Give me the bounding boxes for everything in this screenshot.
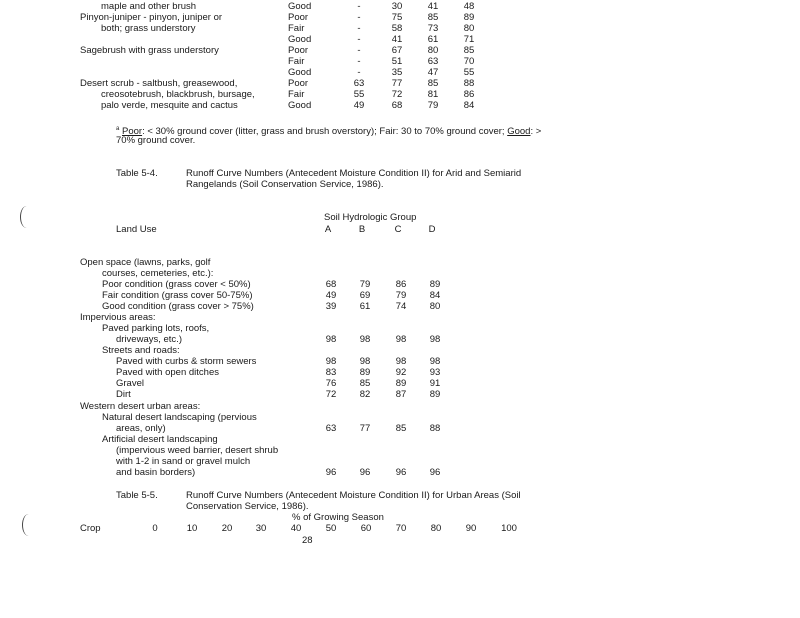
row-label: Dirt	[116, 389, 131, 400]
artificial-desert-line-3: and basin borders)	[116, 467, 196, 478]
value-c: 87	[395, 389, 407, 400]
paved-label-1: Paved parking lots, roofs,	[102, 323, 210, 334]
row-label: Fair condition (grass cover 50-75%)	[102, 290, 253, 301]
value-b: 30	[391, 1, 403, 12]
table-5-5-title-1: Runoff Curve Numbers (Antecedent Moisture Condition II) for Urban Areas (Soil	[186, 490, 521, 501]
binder-hole-mark-bottom	[22, 514, 35, 536]
value-c: 73	[427, 23, 439, 34]
value-c: 98	[395, 356, 407, 367]
value-b: 69	[359, 290, 371, 301]
row-label: Poor condition (grass cover < 50%)	[102, 279, 251, 290]
footnote-poor: Poor	[121, 126, 143, 138]
value-a: -	[357, 67, 361, 78]
value-a: 96	[325, 467, 337, 478]
season-tick: 60	[360, 523, 372, 534]
artificial-desert-line-2: with 1-2 in sand or gravel mulch	[116, 456, 251, 467]
season-tick: 50	[325, 523, 337, 534]
value-b: 51	[391, 56, 403, 67]
value-b: 72	[391, 89, 403, 100]
value-b: 98	[359, 334, 371, 345]
footnote-marker: a	[116, 126, 120, 132]
value-d: 89	[463, 12, 475, 23]
binder-hole-mark-top	[20, 206, 33, 228]
value-c: 89	[395, 378, 407, 389]
value-c: 98	[395, 334, 407, 345]
season-tick: 100	[501, 523, 517, 534]
value-d: 84	[463, 100, 475, 111]
value-d: 80	[463, 23, 475, 34]
value-a: 63	[353, 78, 365, 89]
value-d: 88	[463, 78, 475, 89]
value-a: 55	[353, 89, 365, 100]
open-space-label-2: courses, cemeteries, etc.):	[102, 268, 214, 279]
land-cover: Desert scrub - saltbush, greasewood,	[80, 78, 238, 89]
value-c: 85	[427, 78, 439, 89]
value-d: 88	[429, 423, 441, 434]
land-cover: maple and other brush	[101, 1, 197, 12]
value-d: 89	[429, 279, 441, 290]
page-number: 28	[302, 535, 313, 546]
table-5-4-title-2: Rangelands (Soil Conservation Service, 1986).	[186, 179, 384, 190]
condition: Fair	[288, 56, 305, 67]
value-c: 80	[427, 45, 439, 56]
value-b: 79	[359, 279, 371, 290]
value-d: 84	[429, 290, 441, 301]
value-c: 81	[427, 89, 439, 100]
value-a: -	[357, 23, 361, 34]
season-tick: 20	[221, 523, 233, 534]
value-d: 70	[463, 56, 475, 67]
value-d: 86	[463, 89, 475, 100]
value-b: 96	[359, 467, 371, 478]
value-c: 41	[427, 1, 439, 12]
artificial-desert-label: Artificial desert landscaping	[102, 434, 218, 445]
footnote-good: Good	[507, 126, 531, 138]
value-c: 63	[427, 56, 439, 67]
land-cover: creosotebrush, blackbrush, bursage,	[101, 89, 255, 100]
row-label: Good condition (grass cover > 75%)	[102, 301, 254, 312]
value-b: 82	[359, 389, 371, 400]
row-label: Paved with open ditches	[116, 367, 219, 378]
soil-group-header: Soil Hydrologic Group	[324, 212, 417, 223]
value-a: 49	[353, 100, 365, 111]
value-d: 93	[429, 367, 441, 378]
crop-label: Crop	[80, 523, 101, 534]
value-c: 79	[395, 290, 407, 301]
condition: Fair	[288, 23, 305, 34]
row-label: Paved with curbs & storm sewers	[116, 356, 257, 367]
value-b: 77	[391, 78, 403, 89]
value-a: 83	[325, 367, 337, 378]
open-space-label: Open space (lawns, parks, golf	[80, 257, 211, 268]
value-b: 98	[359, 356, 371, 367]
condition: Good	[288, 100, 312, 111]
season-tick: 70	[395, 523, 407, 534]
season-tick: 10	[186, 523, 198, 534]
value-d: 55	[463, 67, 475, 78]
value-b: 41	[391, 34, 403, 45]
value-b: 68	[391, 100, 403, 111]
value-a: 68	[325, 279, 337, 290]
land-cover: palo verde, mesquite and cactus	[101, 100, 238, 111]
value-c: 86	[395, 279, 407, 290]
western-desert-label: Western desert urban areas:	[80, 401, 201, 412]
value-d: 98	[429, 356, 441, 367]
value-c: 47	[427, 67, 439, 78]
value-a: -	[357, 1, 361, 12]
value-d: 71	[463, 34, 475, 45]
impervious-label: Impervious areas:	[80, 312, 156, 323]
condition: Poor	[288, 45, 309, 56]
condition: Poor	[288, 12, 309, 23]
value-b: 75	[391, 12, 403, 23]
value-a: 39	[325, 301, 337, 312]
land-cover: Sagebrush with grass understory	[80, 45, 219, 56]
streets-label: Streets and roads:	[102, 345, 180, 356]
value-a: 76	[325, 378, 337, 389]
paved-label-2: driveways, etc.)	[116, 334, 182, 345]
table-5-4-title-1: Runoff Curve Numbers (Antecedent Moisture Condition II) for Arid and Semiarid	[186, 168, 522, 179]
value-b: 67	[391, 45, 403, 56]
growing-season-header: % of Growing Season	[292, 512, 384, 523]
value-d: 96	[429, 467, 441, 478]
footnote-text-2: : >	[530, 126, 542, 138]
condition: Poor	[288, 78, 309, 89]
value-a: 72	[325, 389, 337, 400]
value-c: 61	[427, 34, 439, 45]
condition: Good	[288, 1, 312, 12]
value-d: 89	[429, 389, 441, 400]
row-label: Gravel	[116, 378, 144, 389]
season-tick: 80	[430, 523, 442, 534]
value-d: 80	[429, 301, 441, 312]
col-header-a: A	[324, 224, 332, 235]
season-tick: 30	[255, 523, 267, 534]
col-header-b: B	[358, 224, 366, 235]
natural-desert-label: Natural desert landscaping (pervious	[102, 412, 257, 423]
value-c: 85	[427, 12, 439, 23]
season-tick: 0	[152, 523, 158, 534]
value-b: 85	[359, 378, 371, 389]
table-5-4-label: Table 5-4.	[116, 168, 158, 179]
value-a: 98	[325, 334, 337, 345]
value-a: -	[357, 45, 361, 56]
value-d: 91	[429, 378, 441, 389]
value-b: 58	[391, 23, 403, 34]
value-a: -	[357, 56, 361, 67]
land-use-header: Land Use	[116, 224, 157, 235]
value-c: 96	[395, 467, 407, 478]
value-b: 89	[359, 367, 371, 378]
value-c: 79	[427, 100, 439, 111]
value-d: 48	[463, 1, 475, 12]
land-cover: Pinyon-juniper - pinyon, juniper or	[80, 12, 223, 23]
condition: Good	[288, 67, 312, 78]
col-header-c: C	[394, 224, 402, 235]
value-b: 77	[359, 423, 371, 434]
season-tick: 40	[290, 523, 302, 534]
col-header-d: D	[428, 224, 436, 235]
value-b: 35	[391, 67, 403, 78]
footnote-line-2: 70% ground cover.	[116, 135, 196, 146]
condition: Good	[288, 34, 312, 45]
value-c: 74	[395, 301, 407, 312]
value-c: 85	[395, 423, 407, 434]
value-d: 98	[429, 334, 441, 345]
condition: Fair	[288, 89, 305, 100]
footnote-text-1: : < 30% ground cover (litter, grass and brush overstory); Fair: 30 to 70% ground cover;	[142, 126, 508, 138]
value-d: 85	[463, 45, 475, 56]
value-b: 61	[359, 301, 371, 312]
season-tick: 90	[465, 523, 477, 534]
value-a: 63	[325, 423, 337, 434]
value-a: -	[357, 34, 361, 45]
table-5-5-title-2: Conservation Service, 1986).	[186, 501, 309, 512]
value-a: 49	[325, 290, 337, 301]
natural-desert-label-2: areas, only)	[116, 423, 166, 434]
value-a: -	[357, 12, 361, 23]
value-c: 92	[395, 367, 407, 378]
table-5-5-label: Table 5-5.	[116, 490, 158, 501]
land-cover: both; grass understory	[101, 23, 196, 34]
value-a: 98	[325, 356, 337, 367]
artificial-desert-line-1: (impervious weed barrier, desert shrub	[116, 445, 279, 456]
